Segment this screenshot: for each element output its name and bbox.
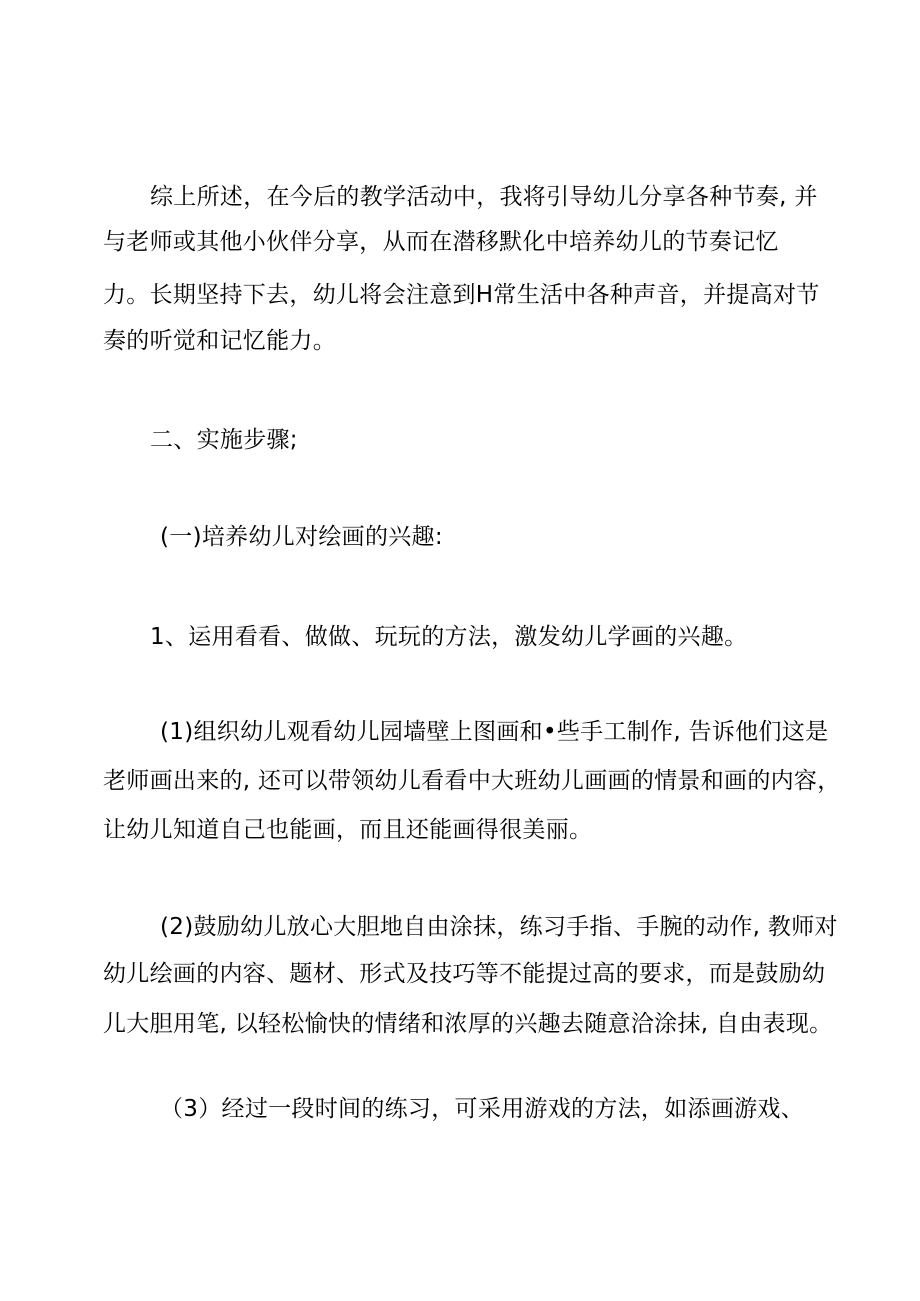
section-heading: 二、实施步骤; xyxy=(150,427,298,453)
point-2-line-1: (2)鼓励幼儿放心大胆地自由涂抹，练习手指、手腕的动作, 教师对 xyxy=(160,914,838,940)
summary-line-3: 力。长期坚持下去，幼儿将会注意到H常生活中各种声音，并提高对节 xyxy=(103,282,820,308)
point-1-line-1: (1)组织幼儿观看幼儿园墙壁上图画和•些手工制作, 告诉他们这是 xyxy=(160,719,829,745)
point-1-line-2: 老师画出来的, 还可以带领幼儿看看中大班幼儿画画的情景和画的内容， xyxy=(103,768,841,794)
point-3-line-1: （3）经过一段时间的练习，可采用游戏的方法，如添画游戏、 xyxy=(160,1096,805,1122)
summary-line-2: 与老师或其他小伙伴分享，从而在潜移默化中培养幼儿的节奏记忆 xyxy=(103,229,779,255)
summary-line-4: 奏的听觉和记忆能力。 xyxy=(103,328,336,354)
item-1: 1、运用看看、做做、玩玩的方法，激发幼儿学画的兴趣。 xyxy=(150,624,748,650)
point-1-line-3: 让幼儿知道自己也能画，而且还能画得很美丽。 xyxy=(103,817,593,843)
point-2-line-3: 儿大胆用笔, 以轻松愉快的情绪和浓厚的兴趣去随意洽涂抹, 自由表现。 xyxy=(103,1011,833,1037)
subsection-heading: (一)培养幼儿对绘画的兴趣: xyxy=(160,524,443,550)
point-2-line-2: 幼儿绘画的内容、题材、形式及技巧等不能提过高的要求，而是鼓励幼 xyxy=(103,961,826,987)
summary-line-1: 综上所述，在今后的教学活动中，我将引导幼儿分享各种节奏, 并 xyxy=(150,184,818,210)
